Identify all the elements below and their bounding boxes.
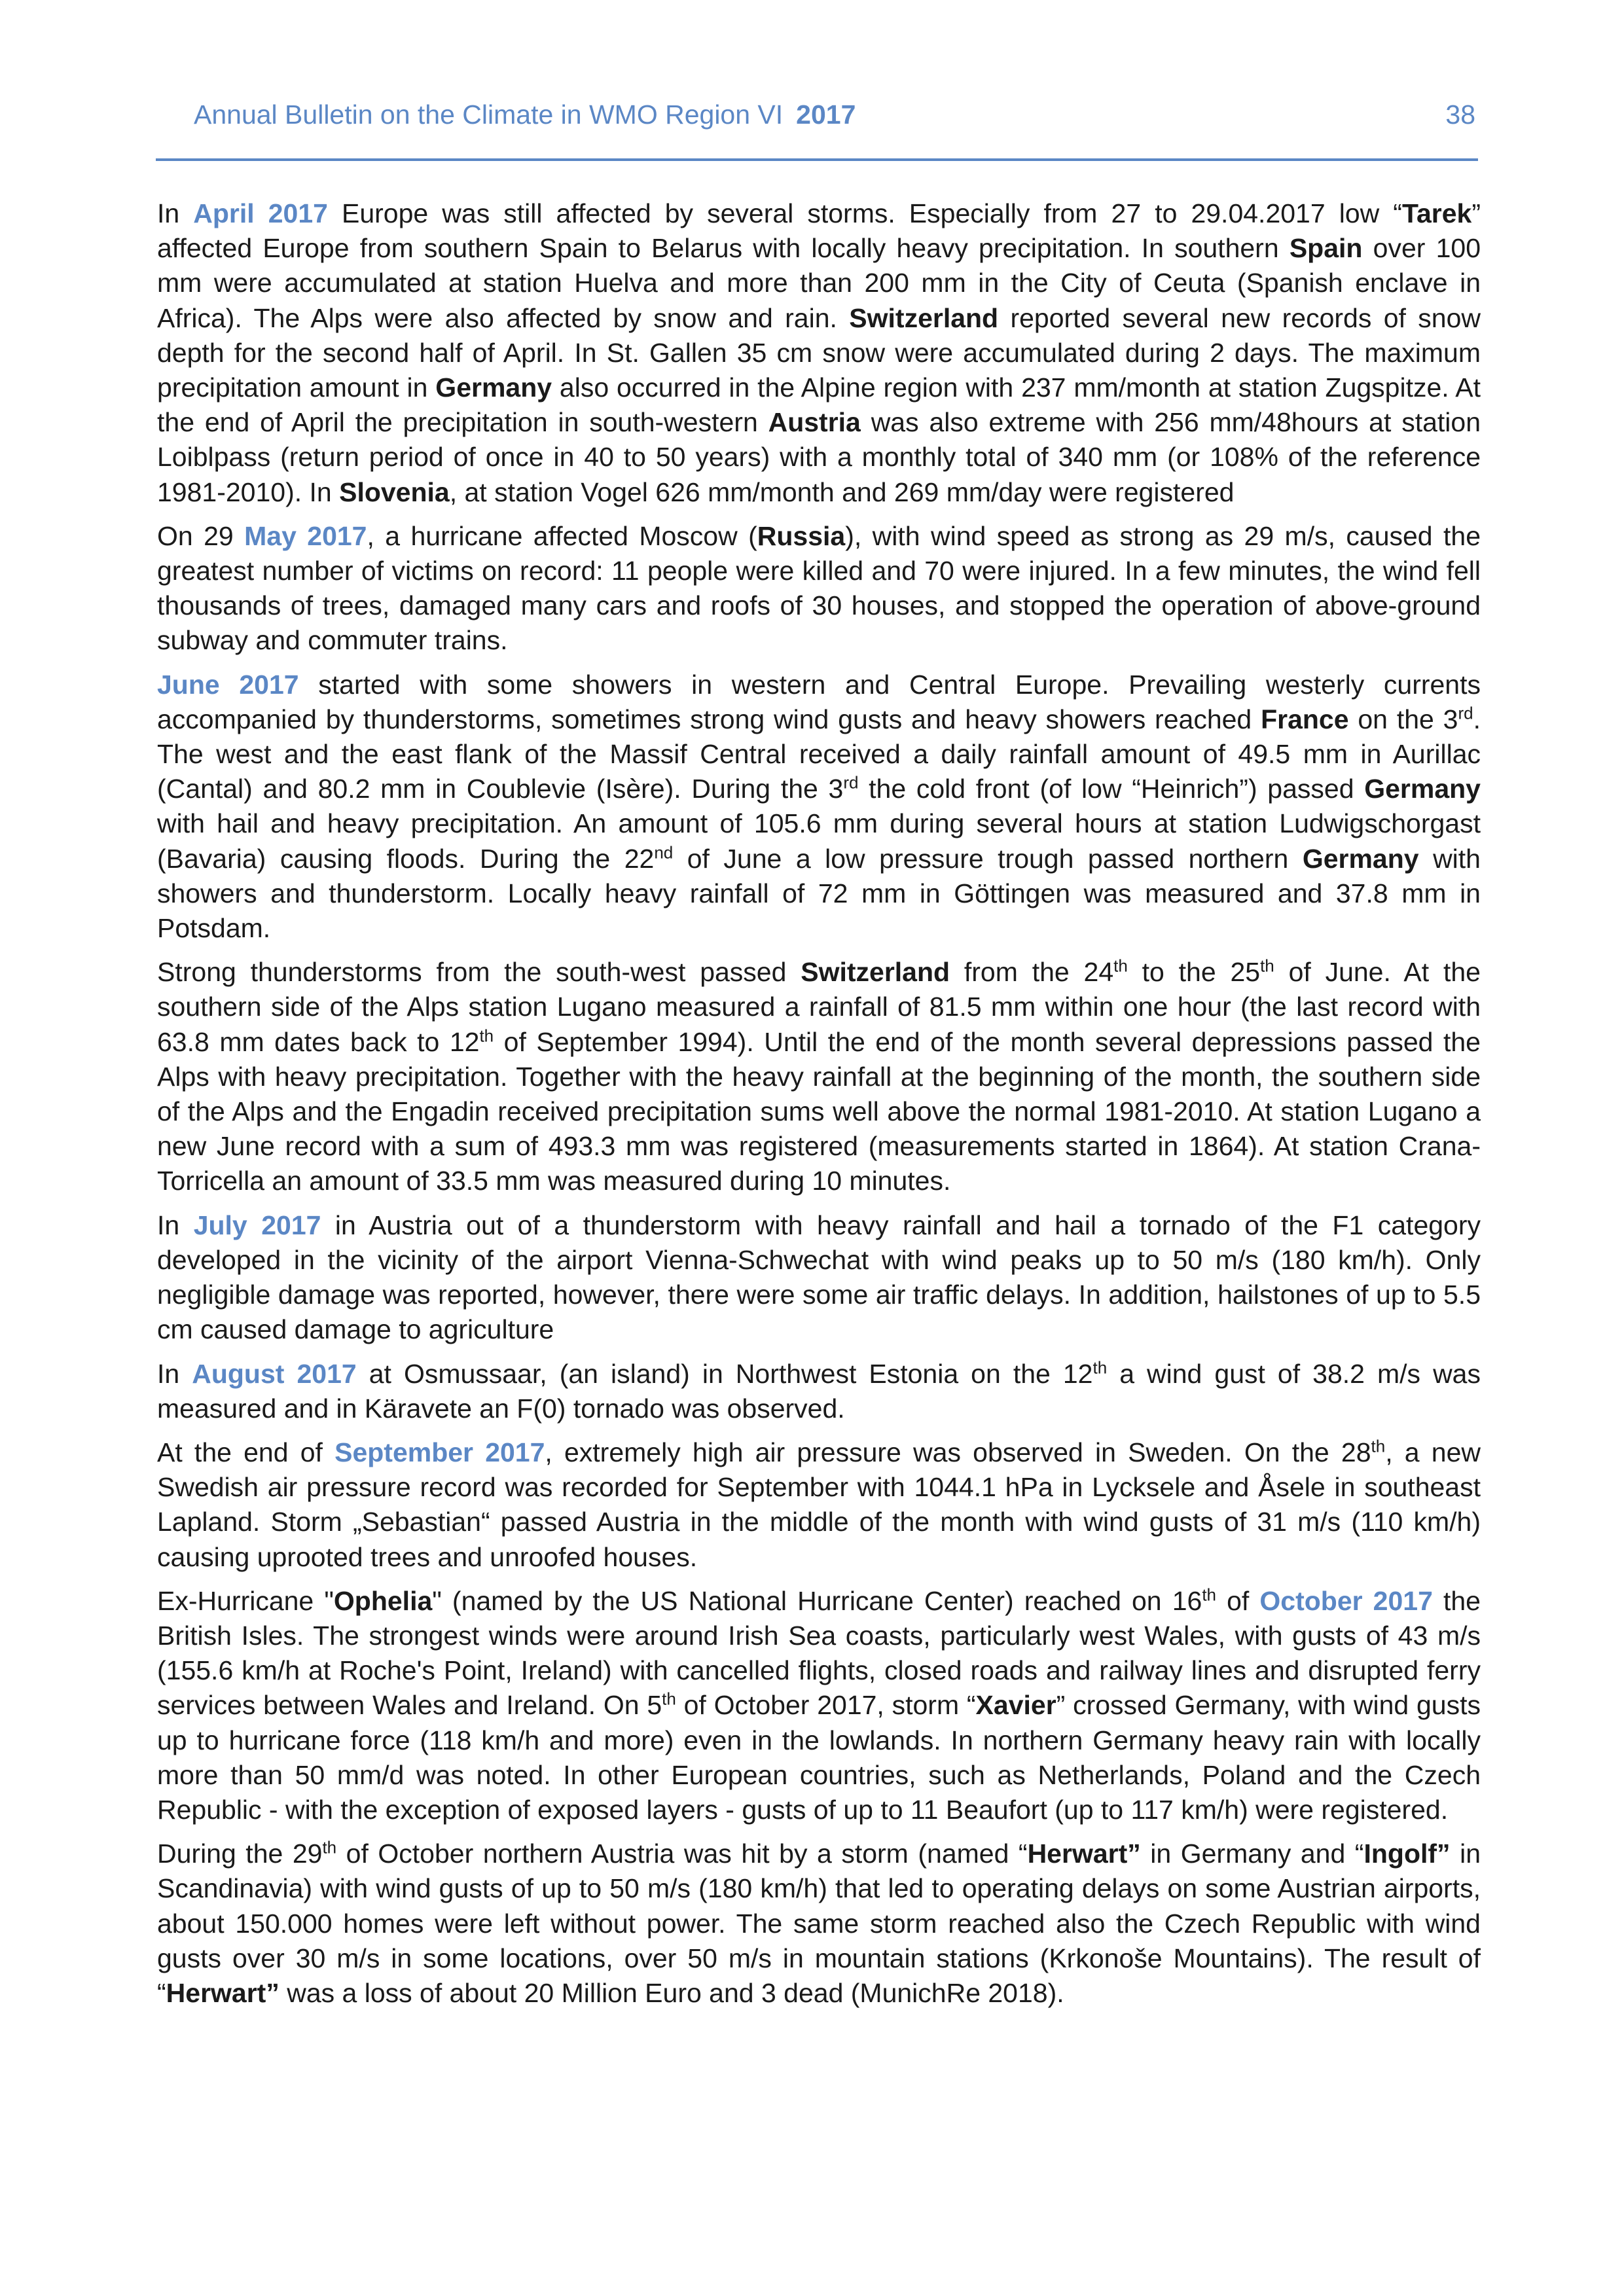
page-number: 38 [1445,99,1475,130]
text-run: also occurred in the Alpine region with 237 mm/month at station Zugspitze. At the end of April the precipitation in south-western [157,372,1481,438]
ordinal-suffix: nd [654,842,674,862]
text-run: , a hurricane affected Moscow ( [367,520,757,551]
text-run: at Osmussaar, (an island) in Northwest Estonia on the 12 [356,1358,1093,1389]
bold-term: Switzerland [801,957,950,988]
text-run: reported several new records of snow depth for the second half of April. In St. Gallen 35 cm snow were accumulated during 2 days. The maximum precipitation amount in [157,302,1481,403]
text-run: Strong thunderstorms from the south-west passed [157,957,801,988]
month-highlight: July 2017 [193,1210,321,1240]
ordinal-suffix: th [1113,956,1128,976]
month-highlight: August 2017 [192,1358,357,1389]
month-highlight: October 2017 [1259,1585,1433,1616]
ordinal-suffix: th [1202,1585,1216,1605]
month-highlight: September 2017 [334,1437,545,1467]
text-run: of [1216,1585,1260,1616]
bold-term: Germany [1302,843,1419,874]
bold-term: Switzerland [849,302,999,333]
ordinal-suffix: rd [1458,703,1473,723]
text-run: of October northern Austria was hit by a storm (named “ [336,1839,1028,1869]
text-run: was also extreme with 256 mm/48hours at station Loiblpass (return period of once in 40 to 50 years) with a monthly total of 340 mm (or 108% of the reference 1981-2010). In [157,407,1481,507]
text-run: with showers and thunderstorm. Locally heavy rainfall of 72 mm in Göttingen was measured and 37.8 mm in Potsdam. [157,843,1481,944]
ordinal-suffix: th [322,1837,337,1857]
bold-term: France [1261,704,1349,734]
bold-term: Germany [435,372,552,403]
text-run: in Germany and “ [1140,1839,1364,1869]
text-run: In [157,1358,192,1389]
text-run: in Austria out of a thunderstorm with heavy rainfall and hail a tornado of the F1 category developed in the vicinity of the airport Vienna-Schwechat with wind peaks up to 50 m/s (180 km/h). Only negligible damage was reported, however, there were some air traffic delays. In addition, hailstones of up to 5.5 cm caused damage to agriculture [157,1210,1481,1345]
text-run: of June a low pressure trough passed northern [673,843,1303,874]
bold-term: Xavier [975,1690,1056,1721]
text-run: At the end of [157,1437,335,1467]
paragraph [157,1435,1481,1575]
text-run: the cold front (of low “Heinrich”) passed [858,774,1365,804]
bulletin-title-text: Annual Bulletin on the Climate in WMO Region VI [194,99,784,130]
month-highlight: June 2017 [157,669,299,700]
ordinal-suffix: th [1092,1357,1108,1377]
bold-term: Spain [1289,233,1363,264]
text-run: In [157,198,194,228]
text-run: in Scandinavia) with wind gusts of up to 50 m/s (180 km/h) that led to operating delays on some Austrian airports, about 150.000 homes were left without power. The same storm reached also the Czech Republic with wind gusts over 30 m/s in some locations, over 50 m/s in mountain stations (Krkonoše Mountains). The result of “ [157,1839,1481,2008]
paragraph [157,1208,1481,1348]
bold-term: Slovenia [339,476,450,507]
text-run: over 100 mm were accumulated at station Huelva and more than 200 mm in the City of Ceuta (Spanish enclave in Africa). The Alps were also affected by snow and rain. [157,233,1481,333]
paragraph [157,1357,1481,1426]
text-run: with hail and heavy precipitation. An amount of 105.6 mm during several hours at station Ludwigschorgast (Bavaria) causing floods. During the 22 [157,808,1481,874]
bold-term: Austria [768,407,861,438]
ordinal-suffix: th [479,1026,494,1046]
text-run: on the 3 [1348,704,1458,734]
text-run: of September 1994). Until the end of the month several depressions passed the Alps with heavy precipitation. Together with the heavy rainfall at the beginning of the month, the southern side of the Alps and the Engadin received precipitation sums well above the normal 1981-2010. At station Lugano a new June record with a sum of 493.3 mm was registered (measurements started in 1864). At station Crana-Torricella an amount of 33.5 mm was measured during 10 minutes. [157,1026,1481,1196]
text-run: " (named by the US National Hurricane Center) reached on 16 [432,1585,1202,1616]
text-run: , at station Vogel 626 mm/month and 269 mm/day were registered [449,476,1235,507]
bold-term: Ingolf” [1363,1839,1451,1869]
bold-term: Germany [1364,774,1481,804]
text-run: ” affected Europe from southern Spain to Belarus with locally heavy precipitation. In southern [157,198,1481,264]
ordinal-suffix: th [1260,956,1274,976]
body-text [157,196,1481,2020]
bold-term: Herwart” [166,1977,280,2008]
paragraph [157,668,1481,946]
paragraph [157,955,1481,1198]
text-run: of June. At the southern side of the Alps station Lugano measured a rainfall of 81.5 mm within one hour (the last record with 63.8 mm dates back to 12 [157,957,1481,1057]
text-run: Ex-Hurricane " [157,1585,334,1616]
ordinal-suffix: th [662,1689,676,1709]
text-run: of October 2017, storm “ [676,1690,976,1721]
page-header [156,93,1478,161]
bulletin-title [194,99,856,130]
ordinal-suffix: rd [843,772,859,793]
text-run: ), with wind speed as strong as 29 m/s, caused the greatest number of victims on record: 11 people were killed and 70 were injured. In a few minutes, the wind fell thousands of trees, damaged many cars and roofs of 30 houses, and stopped the operation of above-ground subway and commuter trains. [157,520,1481,656]
ordinal-suffix: th [1371,1436,1386,1456]
bold-term: Tarek [1401,198,1472,228]
text-run: to the 25 [1127,957,1261,988]
text-run: from the 24 [950,957,1114,988]
text-run: . The west and the east flank of the Massif Central received a daily rainfall amount of 49.5 mm in Aurillac (Cantal) and 80.2 mm in Coublevie (Isère). During the 3 [157,704,1481,804]
text-run: started with some showers in western and Central Europe. Prevailing westerly currents accompanied by thunderstorms, sometimes strong wind gusts and heavy showers reached [157,669,1481,734]
month-highlight: May 2017 [244,520,367,551]
text-run: During the 29 [157,1839,323,1869]
paragraph [157,196,1481,510]
text-run: Europe was still affected by several storms. Especially from 27 to 29.04.2017 low “ [327,198,1402,228]
text-run: the British Isles. The strongest winds were around Irish Sea coasts, particularly west Wales, with gusts of 43 m/s (155.6 km/h at Roche's Point, Ireland) with cancelled flights, closed roads and railway lines and disrupted ferry services between Wales and Ireland. On 5 [157,1585,1481,1721]
text-run: On 29 [157,520,245,551]
month-highlight: April 2017 [193,198,328,228]
text-run: a wind gust of 38.2 m/s was measured and in Käravete an F(0) tornado was observed. [157,1358,1481,1424]
text-run: was a loss of about 20 Million Euro and 3 dead (MunichRe 2018). [279,1977,1064,2008]
text-run: , extremely high air pressure was observed in Sweden. On the 28 [545,1437,1371,1467]
text-run: ” crossed Germany, with wind gusts up to hurricane force (118 km/h and more) even in the lowlands. In northern Germany heavy rain with locally more than 50 mm/d was noted. In other European countries, such as Netherlands, Poland and the Czech Republic - with the exception of exposed layers - gusts of up to 11 Beaufort (up to 117 km/h) were registered. [157,1690,1481,1825]
paragraph [157,1837,1481,2011]
bold-term: Russia [757,520,846,551]
bold-term: Ophelia [333,1585,433,1616]
paragraph [157,519,1481,658]
text-run: In [157,1210,194,1240]
bulletin-year: 2017 [796,99,856,130]
text-run: , a new Swedish air pressure record was recorded for September with 1044.1 hPa in Lycksele and Åsele in southeast Lapland. Storm „Sebastian“ passed Austria in the middle of the month with wind gusts of 31 m/s (110 km/h) causing uprooted trees and unroofed houses. [157,1437,1481,1572]
bold-term: Herwart” [1027,1839,1141,1869]
paragraph [157,1584,1481,1827]
